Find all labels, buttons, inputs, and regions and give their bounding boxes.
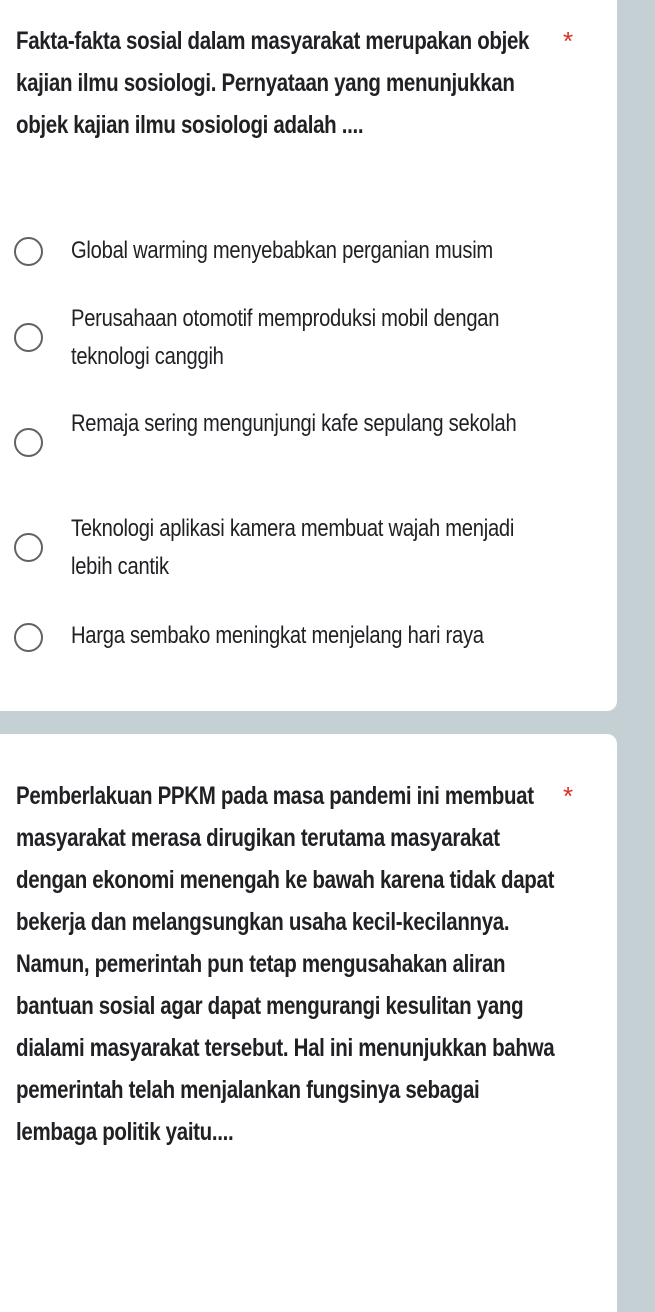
option-3-label: Remaja sering mengunjungi kafe sepulang sekolah <box>71 410 517 437</box>
radio-button[interactable] <box>14 237 43 266</box>
question-card-2 <box>0 734 617 1312</box>
option-4[interactable] <box>0 510 600 586</box>
required-asterisk: * <box>563 26 574 56</box>
radio-button[interactable] <box>14 623 43 652</box>
option-5-label: Harga sembako meningkat menjelang hari raya <box>71 622 484 649</box>
question-2-title: Pemberlakuan PPKM pada masa pandemi ini membuat masyarakat merasa dirugikan terutama masyarakat dengan ekonomi menengah ke bawah karena tidak dapat bekerja dan melangsungkan usaha kecil-kecilannya. Namun, pemerintah pun tetap mengusahakan aliran bantuan sosial agar dapat mengurangi kesulitan yang dialami masyarakat tersebut. Hal ini menunjukkan bahwa pemerintah telah menjalankan fungsinya sebagai lembaga politik yaitu.... <box>16 782 555 1146</box>
option-1[interactable] <box>0 232 600 272</box>
option-2[interactable] <box>0 300 600 376</box>
radio-button[interactable] <box>14 533 43 562</box>
radio-button[interactable] <box>14 428 43 457</box>
option-2-label: Perusahaan otomotif memproduksi mobil dengan teknologi canggih <box>71 305 500 370</box>
option-3[interactable] <box>0 405 600 481</box>
question-1-title: Fakta-fakta sosial dalam masyarakat merupakan objek kajian ilmu sosiologi. Pernyataan yang menunjukkan objek kajian ilmu sosiologi adalah .... <box>16 27 530 139</box>
option-5[interactable] <box>0 617 600 657</box>
radio-button[interactable] <box>14 323 43 352</box>
option-4-label: Teknologi aplikasi kamera membuat wajah menjadi lebih cantik <box>71 515 515 580</box>
option-1-label: Global warming menyebabkan perganian musim <box>71 237 493 264</box>
required-asterisk: * <box>563 781 574 811</box>
